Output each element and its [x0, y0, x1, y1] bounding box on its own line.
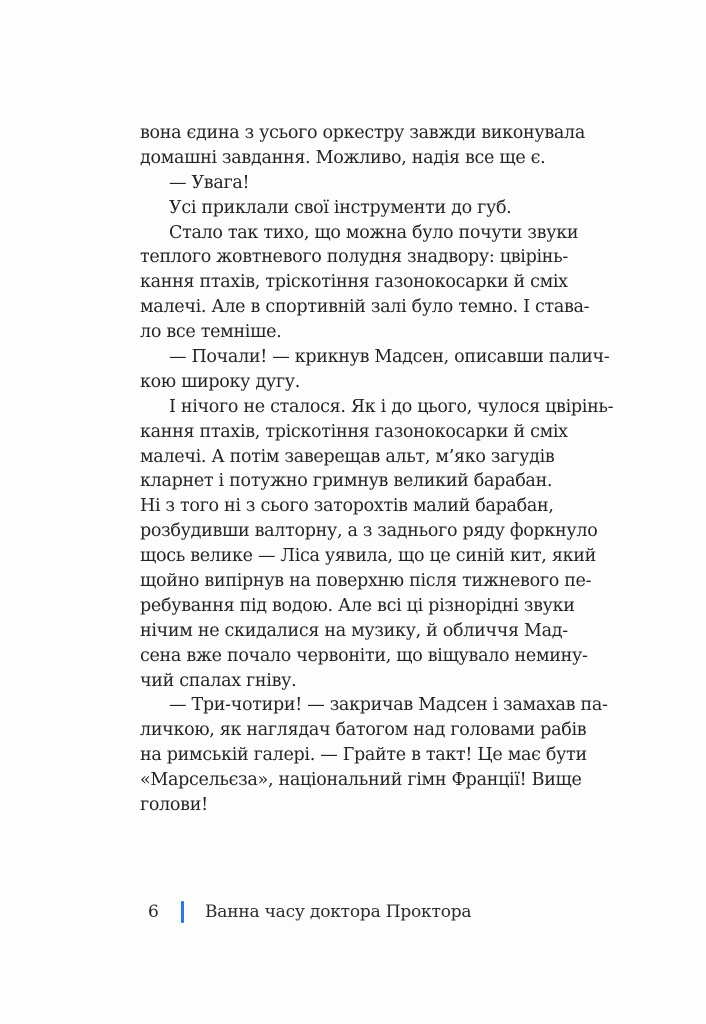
text-line: ребування під водою. Але всі ці різнорідні звуки [140, 595, 575, 616]
text-line: І нічого не сталося. Як і до цього, чулося цвірінь- [169, 396, 614, 417]
text-line: ло все темніше. [140, 322, 282, 343]
text-line: домашні завдання. Можливо, надія все ще є. [140, 147, 546, 168]
text-line: кларнет і потужно гримнув великий барабан. [140, 471, 553, 492]
text-line: «Марсельєза», національний гімн Франції! Вище [140, 770, 582, 791]
text-line: малечі. Але в спортивній залі було темно. І става- [140, 297, 590, 318]
text-line: малечі. А потім заверещав альт, м’яко загудів [140, 446, 555, 467]
text-line: щось велике — Ліса уявила, що це синій кит, який [140, 546, 596, 567]
footer-divider-bar [181, 901, 184, 923]
text-line: — Три-чотири! — закричав Мадсен і замахав па- [169, 695, 608, 716]
book-title: Ванна часу доктора Проктора [205, 902, 472, 922]
text-line: чий спалах гніву. [140, 670, 297, 691]
text-line: личкою, як наглядач батогом над головами рабів [140, 720, 587, 741]
text-line: Стало так тихо, що можна було почути звуки [169, 222, 579, 243]
text-line: голови! [140, 795, 208, 816]
text-line: — Увага! [169, 172, 250, 193]
text-line: розбудивши валторну, а з заднього ряду форкнуло [140, 521, 598, 542]
text-line: кою широку дугу. [140, 371, 301, 392]
text-line: щойно випірнув на поверхню після тижневого пе- [140, 571, 592, 592]
body-text [140, 121, 618, 818]
text-line: Ні з того ні з сього заторохтів малий барабан, [140, 496, 554, 517]
text-line: кання птахів, тріскотіння газонокосарки й сміх [140, 421, 568, 442]
text-line: теплого жовтневого полудня знадвору: цвірінь- [140, 247, 568, 268]
text-line: сена вже почало червоніти, що віщувало немину- [140, 645, 588, 666]
text-line: Усі приклали свої інструменти до губ. [169, 197, 512, 218]
page-footer [148, 901, 471, 923]
page-number: 6 [148, 902, 159, 922]
text-line: кання птахів, тріскотіння газонокосарки й сміх [140, 272, 568, 293]
text-line: нічим не скидалися на музику, й обличчя Мад- [140, 620, 568, 641]
text-line: — Почали! — крикнув Мадсен, описавши палич- [169, 347, 610, 368]
text-line: на римській галері. — Грайте в такт! Це має бути [140, 745, 587, 766]
text-line: вона єдина з усього оркестру завжди виконувала [140, 123, 585, 143]
